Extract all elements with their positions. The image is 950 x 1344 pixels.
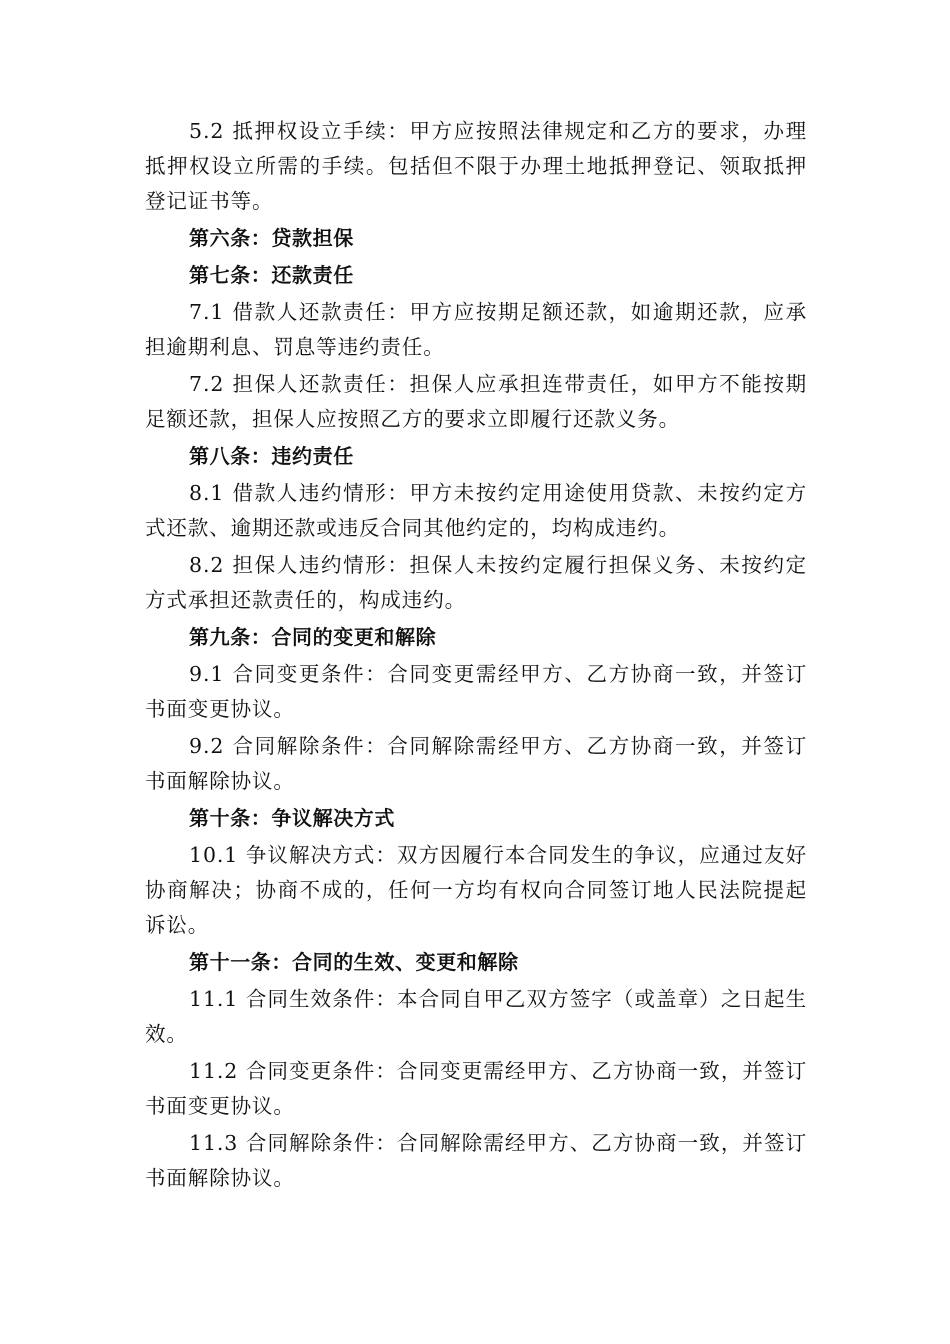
document-page xyxy=(145,114,807,1198)
article-10-heading: 第十条：争议解决方式 xyxy=(189,806,395,830)
clause-9-1: 9.1 合同变更条件：合同变更需经甲方、乙方协商一致，并签订书面变更协议。 xyxy=(145,662,807,721)
clause-9-2: 9.2 合同解除条件：合同解除需经甲方、乙方协商一致，并签订书面解除协议。 xyxy=(145,734,807,793)
article-8-heading: 第八条：违约责任 xyxy=(189,444,354,468)
article-11-heading: 第十一条：合同的生效、变更和解除 xyxy=(189,950,519,974)
article-7-heading: 第七条：还款责任 xyxy=(189,263,354,287)
clause-8-2: 8.2 担保人违约情形：担保人未按约定履行担保义务、未按约定方式承担还款责任的，构成违约。 xyxy=(145,553,807,612)
clause-8-1: 8.1 借款人违约情形：甲方未按约定用途使用贷款、未按约定方式还款、逾期还款或违反合同其他约定的，均构成违约。 xyxy=(145,481,807,540)
clause-11-3: 11.3 合同解除条件：合同解除需经甲方、乙方协商一致，并签订书面解除协议。 xyxy=(145,1131,807,1190)
article-6-heading: 第六条：贷款担保 xyxy=(189,226,354,250)
clause-7-2: 7.2 担保人还款责任：担保人应承担连带责任，如甲方不能按期足额还款，担保人应按照乙方的要求立即履行还款义务。 xyxy=(145,372,807,431)
clause-11-1: 11.1 合同生效条件：本合同自甲乙双方签字（或盖章）之日起生效。 xyxy=(145,987,807,1046)
clause-10-1: 10.1 争议解决方式：双方因履行本合同发生的争议，应通过友好协商解决；协商不成的，任何一方均有权向合同签订地人民法院提起诉讼。 xyxy=(145,843,807,937)
clause-5-2: 5.2 抵押权设立手续：甲方应按照法律规定和乙方的要求，办理抵押权设立所需的手续。包括但不限于办理土地抵押登记、领取抵押登记证书等。 xyxy=(145,119,807,213)
article-9-heading: 第九条：合同的变更和解除 xyxy=(189,625,437,649)
clause-11-2: 11.2 合同变更条件：合同变更需经甲方、乙方协商一致，并签订书面变更协议。 xyxy=(145,1059,807,1118)
clause-7-1: 7.1 借款人还款责任：甲方应按期足额还款，如逾期还款，应承担逾期利息、罚息等违约责任。 xyxy=(145,300,807,359)
